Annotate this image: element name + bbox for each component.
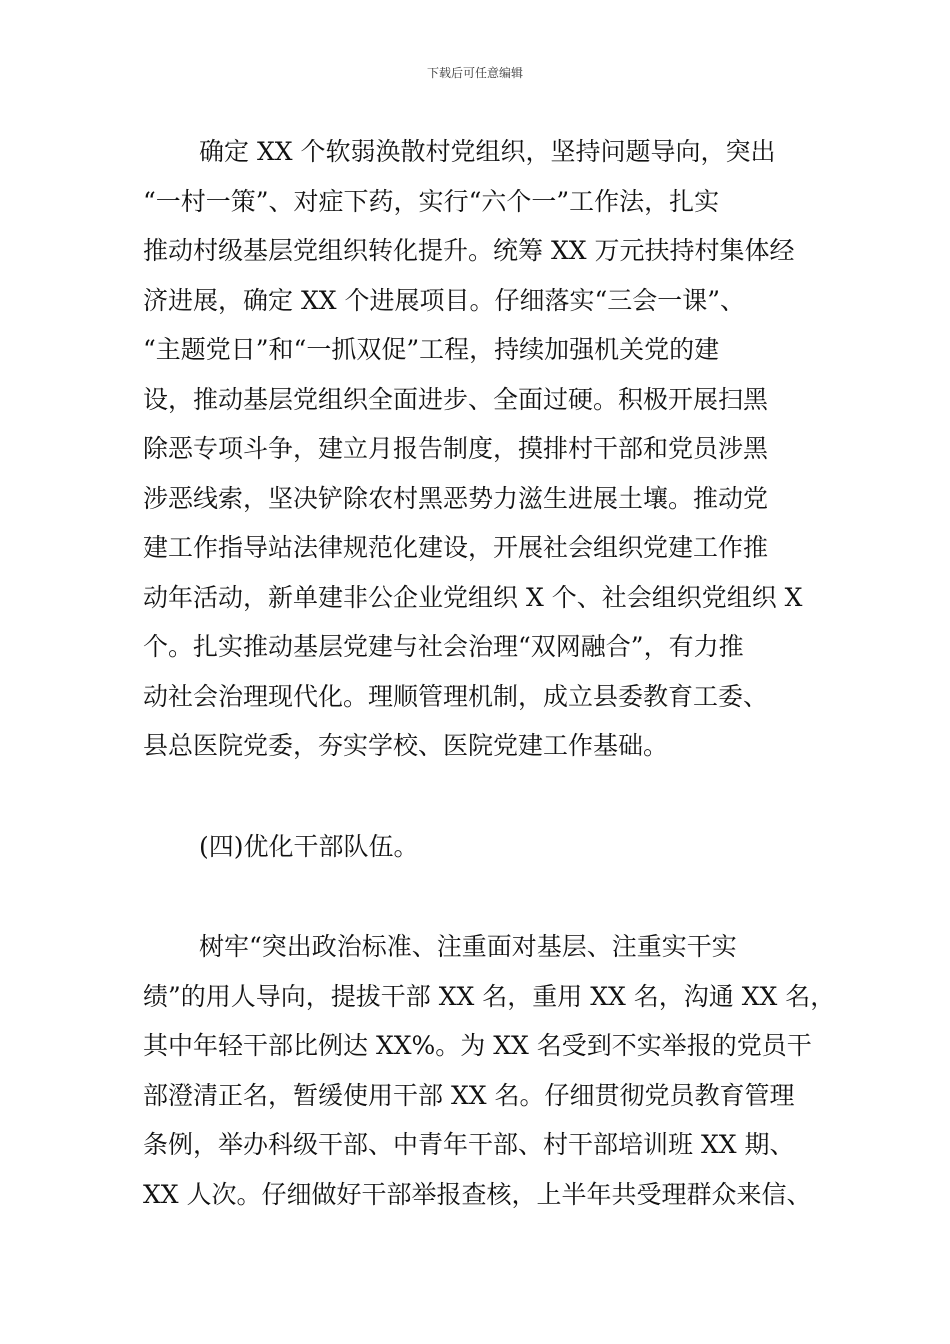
paragraph-line: 其中年轻干部比例达 XX%。为 XX 名受到不实举报的党员干 xyxy=(143,1031,812,1060)
paragraph-line: 个。扎实推动基层党建与社会治理“双网融合”，有力推 xyxy=(143,632,744,661)
paragraph-line: 设，推动基层党组织全面进步、全面过硬。积极开展扫黑 xyxy=(143,384,769,414)
paragraph-line: XX 人次。仔细做好干部举报查核，上半年共受理群众来信、 xyxy=(143,1179,812,1209)
paragraph-line: 县总医院党委，夯实学校、医院党建工作基础。 xyxy=(143,731,669,760)
paragraph-line: 条例，举办科级干部、中青年干部、村干部培训班 XX 期、 xyxy=(143,1130,795,1159)
paragraph-line: 确定 XX 个软弱涣散村党组织，坚持问题导向，突出 xyxy=(199,137,776,166)
section-heading-4 xyxy=(143,822,833,872)
paragraph-line: “一村一策”、对症下药，实行“六个一”工作法，扎实 xyxy=(143,186,720,216)
paragraph-line: 涉恶线索，坚决铲除农村黑恶势力滋生进展土壤。推动党 xyxy=(143,483,769,513)
paragraph-line: 绩”的用人导向，提拔干部 XX 名，重用 XX 名，沟通 XX 名， xyxy=(143,981,836,1011)
paragraph-line: 树牢“突出政治标准、注重面对基层、注重实干实 xyxy=(199,932,737,961)
paragraph-line: 部澄清正名，暂缓使用干部 XX 名。仔细贯彻党员教育管理 xyxy=(143,1080,795,1110)
paragraph-line: 除恶专项斗争，建立月报告制度，摸排村干部和党员涉黑 xyxy=(143,434,769,463)
paragraph-line: 建工作指导站法律规范化建设，开展社会组织党建工作推 xyxy=(143,533,769,562)
paragraph-line: 动年活动，新单建非公企业党组织 X 个、社会组织党组织 X xyxy=(143,582,803,612)
page-header: 下载后可任意编辑 xyxy=(426,66,523,80)
paragraph-line: 济进展，确定 XX 个进展项目。仔细落实“三会一课”、 xyxy=(143,285,746,315)
paragraph-line: 动社会治理现代化。理顺管理机制，成立县委教育工委、 xyxy=(143,681,769,711)
paragraph-2 xyxy=(143,922,836,1219)
paragraph-line: “主题党日”和“一抓双促”工程，持续加强机关党的建 xyxy=(143,335,720,364)
section-heading-text: (四)优化干部队伍。 xyxy=(199,832,419,861)
paragraph-line: 推动村级基层党组织转化提升。统筹 XX 万元扶持村集体经 xyxy=(143,236,795,265)
paragraph-1 xyxy=(143,127,833,771)
